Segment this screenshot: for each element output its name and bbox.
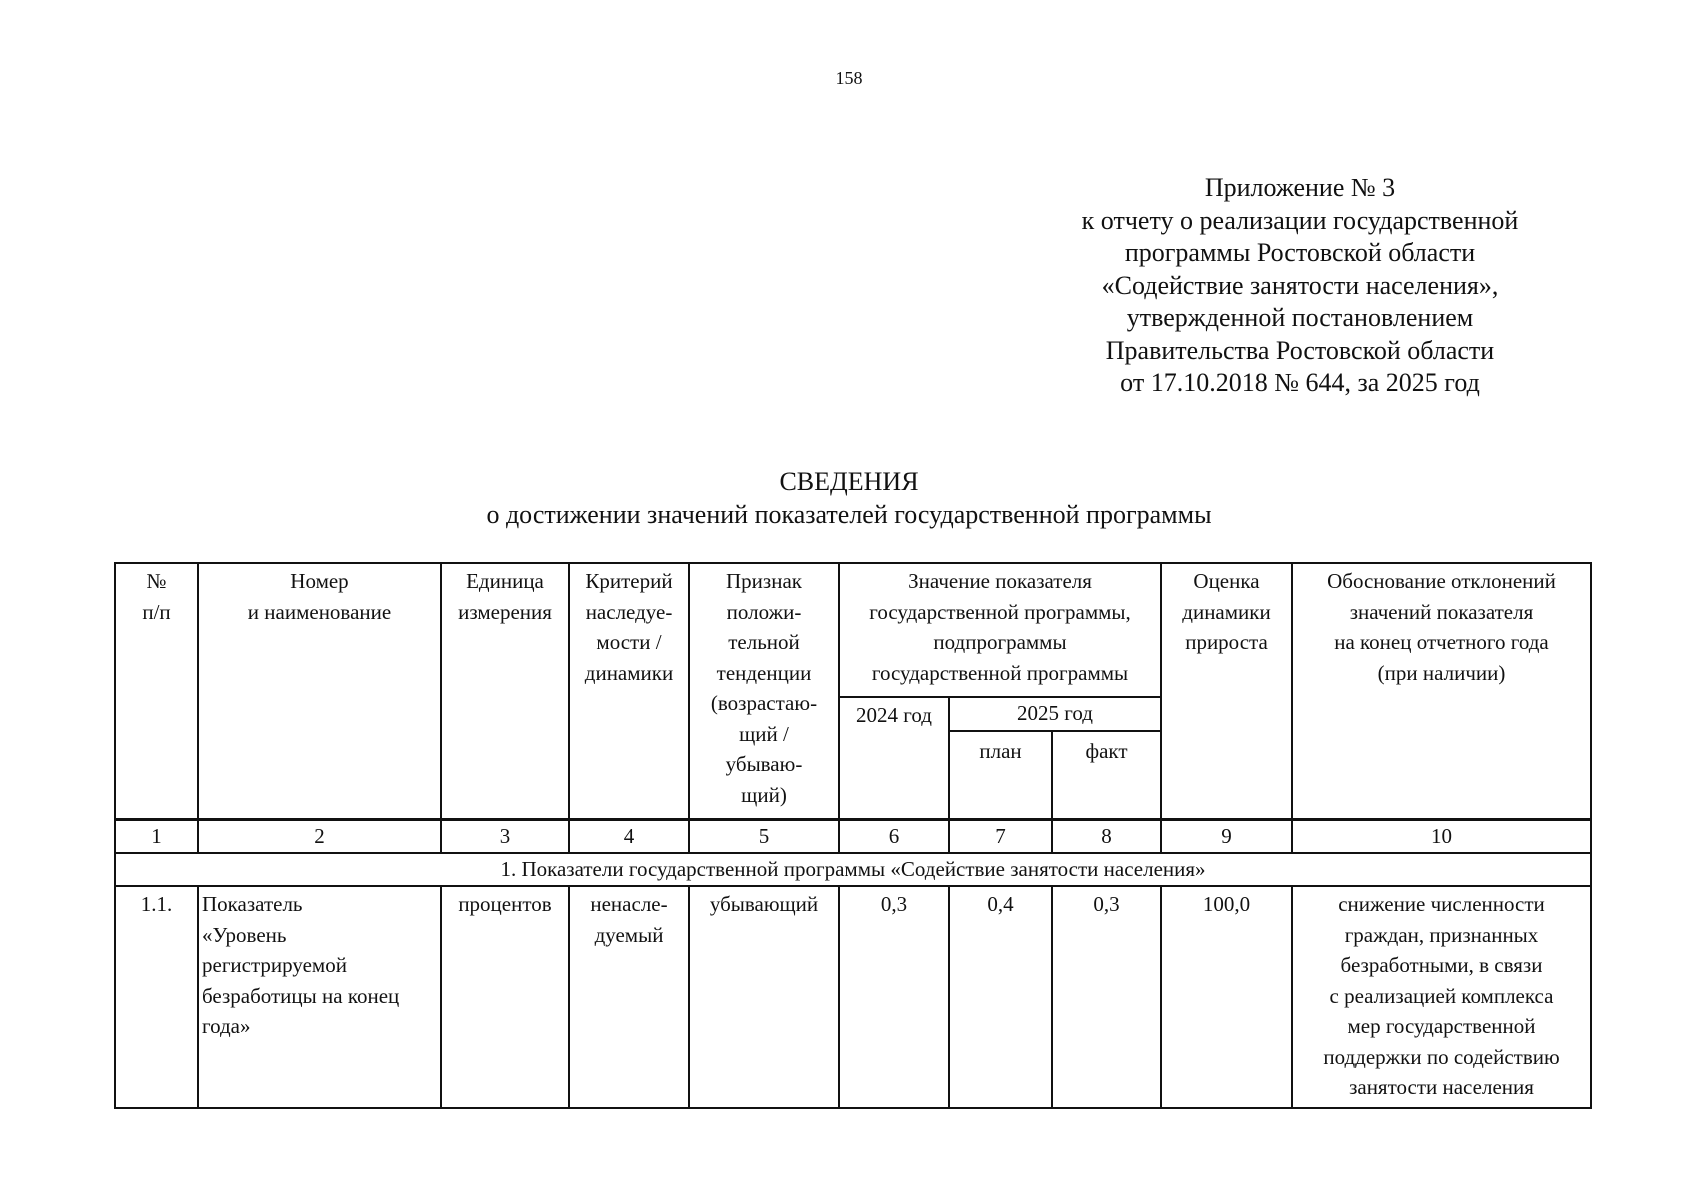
row-trend: убывающий	[689, 886, 839, 1108]
header-text: Критерий	[585, 569, 673, 593]
header-text: Значение показателя	[908, 569, 1092, 593]
cell-text: ненасле-	[590, 892, 668, 916]
header-text: тенденции	[716, 660, 812, 685]
header-text: мости /	[596, 630, 662, 654]
column-number: 10	[1292, 820, 1591, 854]
cell-text: поддержки по содействию	[1323, 1044, 1560, 1069]
cell-text: мер государственной	[1347, 1014, 1536, 1038]
cell-text: регистрируемой	[202, 953, 347, 977]
header-text: государственной программы	[871, 660, 1129, 685]
header-text: тельной	[728, 630, 800, 654]
row-value-2024: 0,3	[839, 886, 949, 1108]
header-text: Оценка	[1193, 569, 1260, 593]
column-number: 2	[198, 820, 441, 854]
row-justification	[1292, 886, 1591, 1108]
cell-text: с реализацией комплекса	[1329, 983, 1554, 1008]
indicators-table	[114, 562, 1592, 1109]
header-text: Признак	[726, 569, 802, 593]
row-number: 1.1.	[115, 886, 198, 1108]
row-unit: процентов	[441, 886, 569, 1108]
header-values-group	[839, 563, 1161, 697]
header-text: значений показателя	[1349, 599, 1534, 624]
cell-text: года»	[202, 1014, 251, 1038]
header-num	[115, 563, 198, 820]
header-text: Номер	[290, 569, 349, 593]
cell-text: безработными, в связи	[1340, 953, 1543, 977]
header-text: убываю-	[725, 752, 803, 776]
header-text: наследуе-	[585, 599, 673, 624]
column-number: 3	[441, 820, 569, 854]
header-justification	[1292, 563, 1591, 820]
header-text: положи-	[726, 599, 802, 624]
header-text: и наименование	[247, 599, 392, 624]
header-text: (при наличии)	[1377, 660, 1506, 685]
column-numbers-row	[115, 820, 1591, 854]
header-text: щий)	[741, 782, 787, 807]
header-text: динамики	[1182, 599, 1271, 624]
header-year-2024: 2024 год	[839, 697, 949, 820]
header-text: №	[146, 569, 167, 593]
header-text: щий /	[739, 721, 789, 746]
appendix-line: «Содействие занятости населения»,	[1101, 270, 1499, 300]
header-text: подпрограммы	[933, 630, 1067, 654]
column-number: 9	[1161, 820, 1292, 854]
appendix-line: Правительства Ростовской области	[1105, 335, 1495, 365]
row-fact-2025: 0,3	[1052, 886, 1161, 1108]
header-plan: план	[949, 731, 1052, 820]
row-plan-2025: 0,4	[949, 886, 1052, 1108]
row-criterion	[569, 886, 689, 1108]
header-text: динамики	[584, 660, 674, 685]
header-text: Единица	[466, 569, 544, 593]
header-text: (возрастаю-	[710, 691, 818, 715]
header-unit	[441, 563, 569, 820]
table-row	[115, 886, 1591, 1108]
cell-text: Показатель	[202, 892, 303, 916]
appendix-line: утвержденной постановлением	[1126, 303, 1474, 332]
appendix-line: к отчету о реализации государственной	[1081, 205, 1519, 235]
header-text: на конец отчетного года	[1334, 630, 1549, 654]
appendix-line: Приложение № 3	[1204, 173, 1396, 202]
column-number: 5	[689, 820, 839, 854]
header-growth	[1161, 563, 1292, 820]
column-number: 8	[1052, 820, 1161, 854]
column-number: 4	[569, 820, 689, 854]
appendix-line: программы Ростовской области	[1124, 238, 1476, 267]
header-text: государственной программы,	[869, 599, 1131, 624]
cell-text: «Уровень	[202, 922, 287, 947]
section-row	[115, 853, 1591, 886]
row-growth: 100,0	[1161, 886, 1292, 1108]
header-fact: факт	[1052, 731, 1161, 820]
column-number: 6	[839, 820, 949, 854]
section-title: 1. Показатели государственной программы «Содействие занятости населения»	[115, 853, 1591, 886]
cell-text: занятости населения	[1349, 1075, 1534, 1099]
column-number: 7	[949, 820, 1052, 854]
page-number: 158	[835, 68, 863, 88]
cell-text: граждан, признанных	[1344, 922, 1539, 947]
header-trend	[689, 563, 839, 820]
header-text: п/п	[142, 599, 171, 624]
cell-text: дуемый	[594, 922, 664, 947]
document-title: СВЕДЕНИЯ	[779, 467, 919, 496]
header-text: прироста	[1185, 630, 1268, 654]
header-text: измерения	[458, 599, 552, 624]
appendix-header	[1030, 172, 1570, 400]
document-subtitle: о достижении значений показателей государственной программы	[486, 500, 1212, 529]
cell-text: безработицы на конец	[202, 983, 400, 1008]
header-text: Обоснование отклонений	[1327, 569, 1556, 593]
column-number: 1	[115, 820, 198, 854]
header-year-2025: 2025 год	[949, 697, 1161, 731]
cell-text: снижение численности	[1338, 892, 1545, 916]
header-name	[198, 563, 441, 820]
row-indicator-name	[198, 886, 441, 1108]
appendix-line: от 17.10.2018 № 644, за 2025 год	[1120, 368, 1480, 397]
table-header-row	[115, 563, 1591, 697]
header-criterion	[569, 563, 689, 820]
